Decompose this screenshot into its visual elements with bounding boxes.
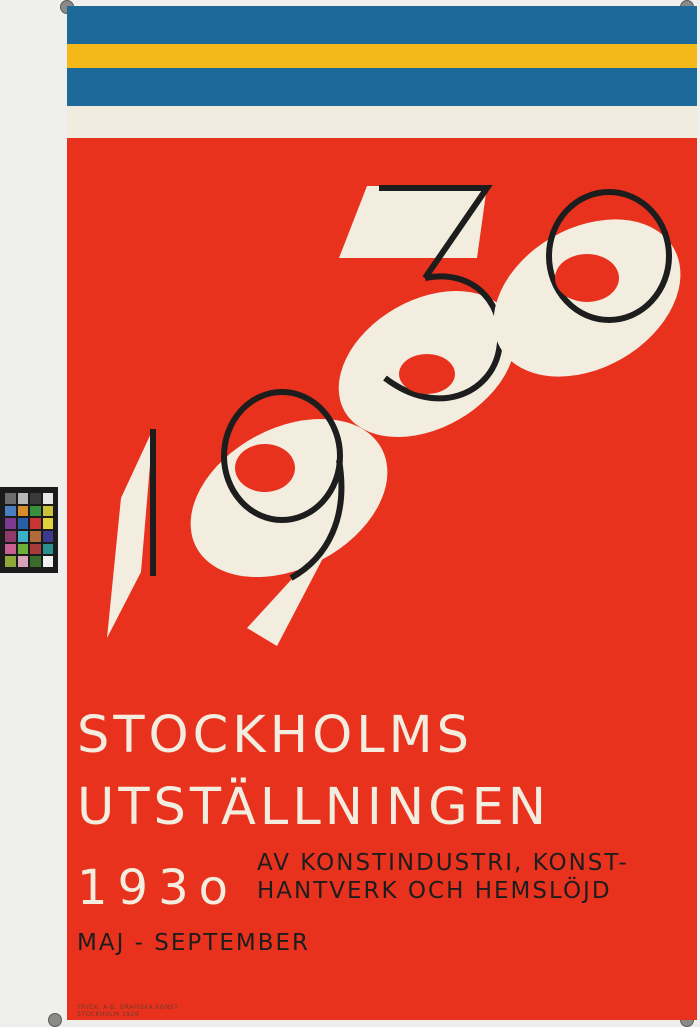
color-swatch bbox=[18, 506, 29, 517]
color-swatch bbox=[18, 531, 29, 542]
color-swatch bbox=[5, 506, 16, 517]
color-swatch bbox=[5, 556, 16, 567]
flag-stripe-yellow bbox=[67, 44, 697, 68]
color-swatch bbox=[43, 544, 54, 555]
color-swatch bbox=[30, 506, 41, 517]
color-swatch bbox=[18, 544, 29, 555]
flag-stripe-blue-bottom bbox=[67, 68, 697, 106]
color-swatch bbox=[43, 506, 54, 517]
subtitle-line-2: HANTVERK OCH HEMSLÖJD bbox=[257, 878, 612, 904]
red-panel bbox=[67, 138, 697, 1020]
color-swatch bbox=[5, 493, 16, 504]
color-swatch bbox=[18, 518, 29, 529]
color-swatch bbox=[30, 518, 41, 529]
color-swatch bbox=[43, 556, 54, 567]
color-swatch bbox=[30, 493, 41, 504]
flag-stripe-blue-top bbox=[67, 6, 697, 44]
color-swatch bbox=[43, 531, 54, 542]
color-swatch bbox=[18, 556, 29, 567]
color-swatch bbox=[43, 493, 54, 504]
color-swatch bbox=[30, 544, 41, 555]
poster bbox=[67, 6, 697, 1020]
color-swatch bbox=[30, 556, 41, 567]
subtitle-line-1: AV KONSTINDUSTRI, KONST- bbox=[257, 850, 629, 876]
year-text: 193o bbox=[77, 860, 238, 916]
color-swatch bbox=[18, 493, 29, 504]
exhibition-dates: MAJ - SEPTEMBER bbox=[77, 930, 311, 956]
title-line-1: STOCKHOLMS bbox=[77, 706, 474, 765]
color-swatch bbox=[30, 531, 41, 542]
color-calibration-chart bbox=[0, 487, 58, 573]
thumbtack-bottom-left bbox=[48, 1013, 62, 1027]
big-digit-1 bbox=[107, 429, 153, 638]
color-swatch bbox=[5, 518, 16, 529]
printer-credit-line-1: TRYCK. A-B. GRAFISKA KONST bbox=[77, 1004, 179, 1011]
color-swatch bbox=[43, 518, 54, 529]
color-swatch bbox=[5, 544, 16, 555]
printer-credit-line-2: STOCKHOLM 1929 bbox=[77, 1011, 140, 1018]
color-swatch bbox=[5, 531, 16, 542]
title-line-2: UTSTÄLLNINGEN bbox=[77, 778, 550, 837]
